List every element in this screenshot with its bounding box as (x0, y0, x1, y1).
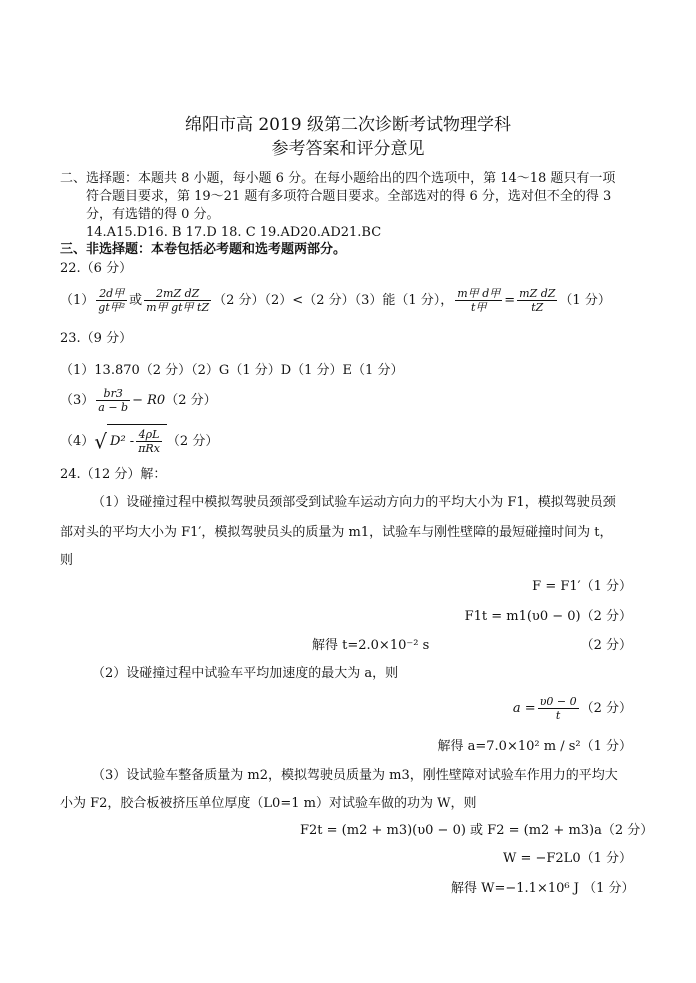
q23-line1: （1）13.870（2 分）（2）G（1 分）D（1 分）E（1 分） (60, 363, 404, 378)
eq-force-balance: F = F1′（1 分） (532, 579, 632, 594)
q23-part4-label: （4） (60, 434, 95, 449)
eq-acceleration-lhs: a = (512, 701, 536, 716)
sqrt-term: D² - (110, 434, 135, 449)
fraction-2 (144, 287, 211, 314)
q24-p1-line2: 部对头的平均大小为 F1′，模拟驾驶员头的质量为 m1，试验车与刚性壁障的最短碰撞时间为 t， (60, 525, 613, 540)
fraction-4-num: mZ dZ (519, 287, 556, 300)
fraction-6-den: πRx (138, 442, 160, 455)
sqrt-symbol: √ (94, 429, 108, 454)
equals-sign: = (504, 293, 516, 308)
section3-heading: 三、非选择题：本卷包括必考题和选考题两部分。 (60, 242, 347, 257)
sqrt-content (107, 424, 167, 459)
or-text: 或 (129, 293, 143, 308)
section2-line2: 符合题目要求，第 19～21 题有多项符合题目要求。全部选对的得 6 分，选对但不全的得 3 (86, 189, 612, 204)
q23-part3-row (60, 386, 217, 416)
eq-acceleration-score: （2 分） (580, 701, 632, 716)
choice-answers: 14.A15.D16. B 17.D 18. C 19.AD20.AD21.BC (86, 225, 382, 240)
q22-part1-label: （1） (60, 293, 95, 308)
section2-line3: 分，有选错的得 0 分。 (86, 207, 220, 222)
q24-p3-line1: （3）设试验车整备质量为 m2，模拟驾驶员质量为 m3，刚性壁障对试验车作用力的平均大 (92, 768, 618, 783)
q22-score: （1 分） (559, 293, 611, 308)
fraction-2-den: m甲 gt甲 tZ (146, 301, 210, 314)
fraction-7-den: t (555, 709, 561, 722)
fraction-4-den: tZ (531, 301, 544, 314)
minus-r0: − R0 (132, 393, 166, 408)
section2-line1: 二、选择题：本题共 8 小题，每小题 6 分。在每小题给出的四个选项中，第 14～18 题只有一项 (60, 171, 616, 186)
fraction-2-num: 2mZ dZ (144, 287, 211, 301)
document-title: 绵阳市高 2019 级第二次诊断考试物理学科 (184, 115, 512, 135)
fraction-4 (517, 287, 557, 314)
fraction-3 (455, 287, 502, 314)
solution-a: 解得 a=7.0×10² m / s²（1 分） (437, 739, 632, 754)
q23-part3-score: （2 分） (165, 393, 217, 408)
fraction-1-den: gt甲² (98, 301, 126, 314)
fraction-6 (136, 428, 162, 455)
eq-acceleration-row (300, 694, 632, 724)
q24-p3-line2: 小为 F2，胶合板被挤压单位厚度（L0=1 m）对试验车做的功为 W，则 (60, 796, 477, 811)
document-subtitle: 参考答案和评分意见 (271, 139, 425, 159)
q23-heading: 23.（9 分） (60, 331, 133, 346)
fraction-1-num: 2d甲 (96, 287, 127, 301)
fraction-3-num: m甲 d甲 (457, 287, 501, 300)
solution-t: 解得 t=2.0×10⁻² s (312, 638, 430, 653)
q22-answer-row (60, 286, 611, 316)
fraction-5-num: br3 (96, 387, 130, 401)
q22-rest: （2 分）（2）<（2 分）（3）能（1 分）， (213, 293, 454, 308)
solution-t-score: （2 分） (580, 638, 632, 653)
eq-work: W = −F2L0（1 分） (502, 851, 632, 866)
fraction-1 (96, 287, 127, 314)
q23-part4-score: （2 分） (166, 434, 219, 449)
q24-heading: 24.（12 分）解： (60, 467, 167, 482)
eq-impulse: F1t = m1(υ0 − 0)（2 分） (464, 609, 632, 624)
q24-p1-line1: （1）设碰撞过程中模拟驾驶员颈部受到试验车运动方向力的平均大小为 F1，模拟驾驶员颈 (92, 495, 616, 510)
fraction-7-num: υ0 − 0 (539, 695, 577, 708)
eq-momentum: F2t = (m2 + m3)(υ0 − 0) 或 F2 = (m2 + m3)a（2 分） (300, 823, 654, 838)
fraction-3-den: t甲 (471, 301, 487, 314)
fraction-5-den: a − b (98, 401, 129, 414)
q22-heading: 22.（6 分） (60, 261, 133, 276)
q24-p2-line: （2）设碰撞过程中试验车平均加速度的最大为 a，则 (92, 666, 399, 681)
q23-part4-row (60, 424, 218, 459)
fraction-5 (96, 387, 130, 414)
q23-part3-label: （3） (60, 393, 95, 408)
fraction-6-num: 4ρL (136, 428, 162, 442)
solution-w: 解得 W=−1.1×10⁶ J （1 分） (451, 881, 635, 896)
fraction-7 (538, 695, 579, 722)
q24-p1-line3: 则 (60, 553, 74, 568)
